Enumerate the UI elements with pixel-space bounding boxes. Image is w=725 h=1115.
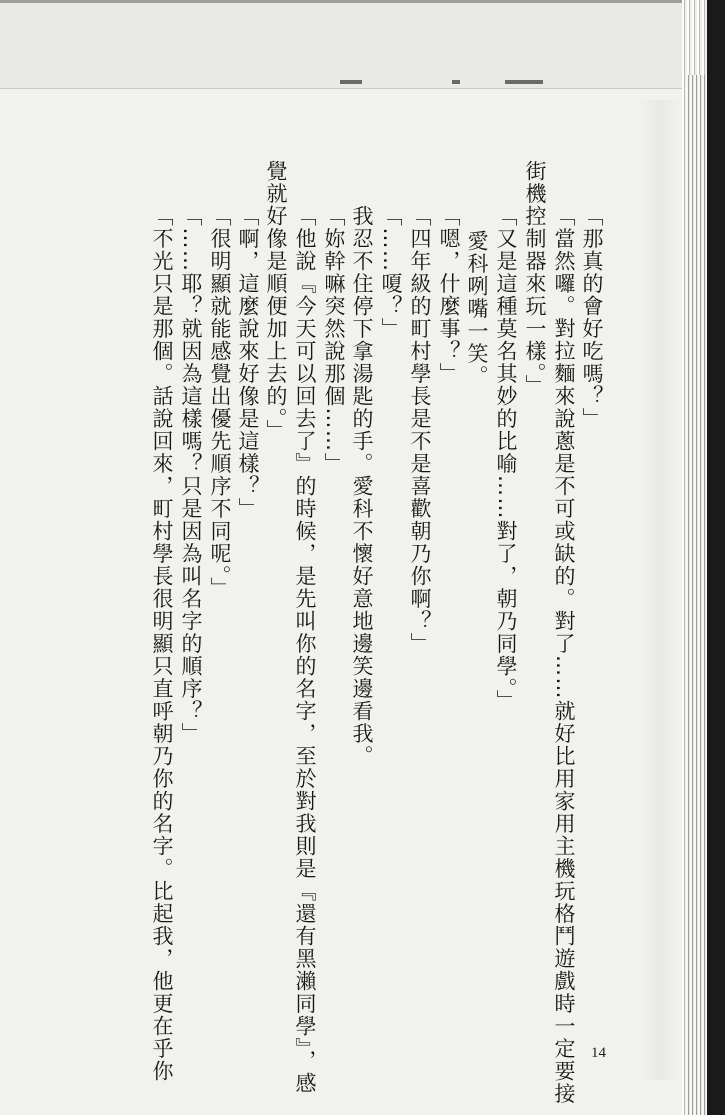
text-line: 覺就好像是順便加上去的。」 [264,160,288,442]
bleed-mark [452,80,460,84]
text-line: 「不光只是那個。話說回來，町村學長很明顯只直呼朝乃你的名字。比起我，他更在乎你 [150,205,174,1083]
previous-page-band [0,0,700,89]
page-stack-edge [686,75,707,1115]
text-line: 我忍不住停下拿湯匙的手。愛科不懷好意地邊笑邊看我。 [350,205,374,768]
page-number: 14 [591,1045,606,1061]
text-line: 「啊，這麼說來好像是這樣？」 [236,205,260,520]
text-line: 「他說『今天可以回去了』的時候，是先叫你的名字，至於對我則是『還有黑瀨同學』，感 [293,205,317,1095]
text-line: 「那真的會好吃嗎？」 [580,205,604,430]
text-line: 「妳幹嘛突然說那個……」 [322,205,346,475]
text-line: 「……嗄？」 [379,205,403,340]
text-line: 街機控制器來玩一樣。」 [523,160,547,397]
bleed-mark [340,80,362,84]
text-line: 「很明顯就能感覺出優先順序不同呢。」 [208,205,232,600]
text-line: 「四年級的町村學長是不是喜歡朝乃你啊？」 [408,205,432,655]
text-line: 「嗯，什麼事？」 [437,205,461,385]
text-line: 「當然囉。對拉麵來說蔥是不可或缺的。對了……就好比用家用主機玩格鬥遊戲時一定要接 [552,205,576,1105]
text-line: 愛科咧嘴一笑。 [465,230,489,388]
text-line: 「……耶？就因為這樣嗎？只是因為叫名字的順序？」 [179,205,203,745]
bleed-mark [505,80,543,84]
text-line: 「又是這種莫名其妙的比喻……對了，朝乃同學。」 [494,205,518,712]
show-through-shading [640,100,680,1080]
top-edge-shadow [0,0,700,3]
